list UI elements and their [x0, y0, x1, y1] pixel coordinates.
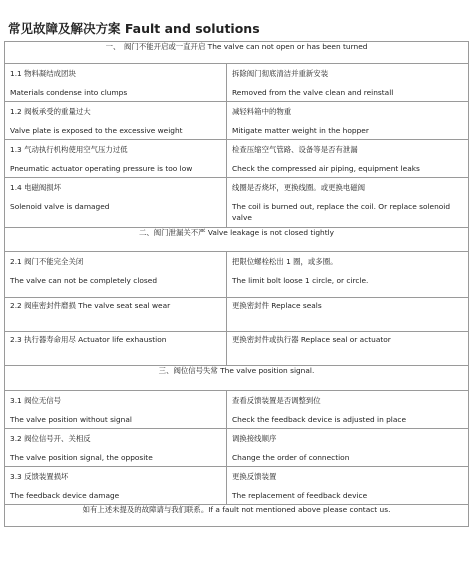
fault-cn: 1.2 阀板承受的重量过大 [10, 107, 91, 116]
section-heading: 三、阀位信号失常 The valve position signal. [5, 366, 469, 391]
solution-en: Mitigate matter weight in the hopper [232, 126, 369, 135]
fault-solution-table [4, 41, 469, 527]
fault-en: The valve position without signal [10, 415, 132, 424]
solution-en: Check the compressed air piping, equipment leaks [232, 164, 420, 173]
table-row [5, 178, 469, 228]
solution-cn: 更换反馈装置 [232, 472, 277, 481]
fault-text: 2.3 执行器寿命用尽 Actuator life exhaustion [10, 335, 167, 344]
solution-text: 更换密封件 Replace seals [232, 301, 322, 310]
fault-cell [5, 178, 227, 228]
solution-cell [227, 467, 469, 505]
section-heading: 二、阀门泄漏关不严 Valve leakage is not closed tightly [5, 228, 469, 252]
solution-cn: 减轻料箱中的物重 [232, 107, 292, 116]
solution-cell [227, 391, 469, 429]
table-row [5, 64, 469, 102]
table-row [5, 102, 469, 140]
fault-cell [5, 298, 227, 332]
page-title: 常见故障及解决方案 Fault and solutions [8, 21, 260, 36]
section-heading-row [5, 42, 469, 64]
solution-cn: 查看反馈装置是否调整到位 [232, 396, 321, 405]
fault-en: Valve plate is exposed to the excessive weight [10, 126, 183, 135]
fault-en: Solenoid valve is damaged [10, 202, 110, 211]
fault-cell [5, 467, 227, 505]
solution-cell [227, 332, 469, 366]
fault-en: The feedback device damage [10, 491, 120, 500]
table-row [5, 429, 469, 467]
fault-cell [5, 64, 227, 102]
table-row [5, 298, 469, 332]
fault-cn: 3.1 阀位无信号 [10, 396, 62, 405]
solution-cn: 检查压缩空气管路、设备等是否有泄漏 [232, 145, 358, 154]
solution-en: Removed from the valve clean and reinstall [232, 88, 394, 97]
solution-cn: 把限位螺栓松出 1 圈，或多圈。 [232, 257, 338, 266]
solution-en: The coil is burned out, replace the coil. Or replace solenoid valve [232, 202, 451, 222]
solution-text: 更换密封件或执行器 Replace seal or actuator [232, 335, 391, 344]
table-row [5, 467, 469, 505]
table-row [5, 252, 469, 298]
solution-en: Change the order of connection [232, 453, 350, 462]
table-row [5, 332, 469, 366]
solution-cn: 拆除阀门彻底清洁并重新安装 [232, 69, 329, 78]
solution-cn: 调换接线顺序 [232, 434, 277, 443]
fault-cell [5, 332, 227, 366]
fault-cn: 1.4 电磁阀损坏 [10, 183, 62, 192]
solution-cell [227, 298, 469, 332]
solution-cell [227, 102, 469, 140]
solution-en: The limit bolt loose 1 circle, or circle. [232, 276, 369, 285]
solution-cn: 线圈是否烧坏，更换线圈。或更换电磁阀 [232, 183, 366, 192]
fault-cn: 3.2 阀位信号开、关相反 [10, 434, 91, 443]
section-heading: 一、 阀门不能开启或一直开启 The valve can not open or has been turned [5, 42, 469, 64]
solution-cell [227, 252, 469, 298]
section-heading-row [5, 366, 469, 391]
solution-cell [227, 178, 469, 228]
fault-cn: 1.1 物料凝结成团块 [10, 69, 76, 78]
fault-en: Pneumatic actuator operating pressure is too low [10, 164, 193, 173]
fault-en: The valve position signal, the opposite [10, 453, 153, 462]
fault-cn: 2.1 阀门不能完全关闭 [10, 257, 84, 266]
fault-cell [5, 140, 227, 178]
fault-en: The valve can not be completely closed [10, 276, 158, 285]
solution-en: The replacement of feedback device [232, 491, 368, 500]
fault-cell [5, 391, 227, 429]
fault-text: 2.2 阀座密封件磨损 The valve seat seal wear [10, 301, 171, 310]
fault-cell [5, 429, 227, 467]
solution-cell [227, 429, 469, 467]
fault-cell [5, 102, 227, 140]
section-heading-row [5, 228, 469, 252]
fault-en: Materials condense into clumps [10, 88, 128, 97]
solution-cell [227, 64, 469, 102]
solution-en: Check the feedback device is adjusted in place [232, 415, 407, 424]
fault-cn: 3.3 反馈装置损坏 [10, 472, 69, 481]
table-row [5, 391, 469, 429]
fault-cell [5, 252, 227, 298]
contact-note: 如有上述未提及的故障请与我们联系。If a fault not mentioned above please contact us. [5, 505, 469, 527]
fault-cn: 1.3 气动执行机构使用空气压力过低 [10, 145, 128, 154]
table-row [5, 140, 469, 178]
solution-cell [227, 140, 469, 178]
footer-row [5, 505, 469, 527]
